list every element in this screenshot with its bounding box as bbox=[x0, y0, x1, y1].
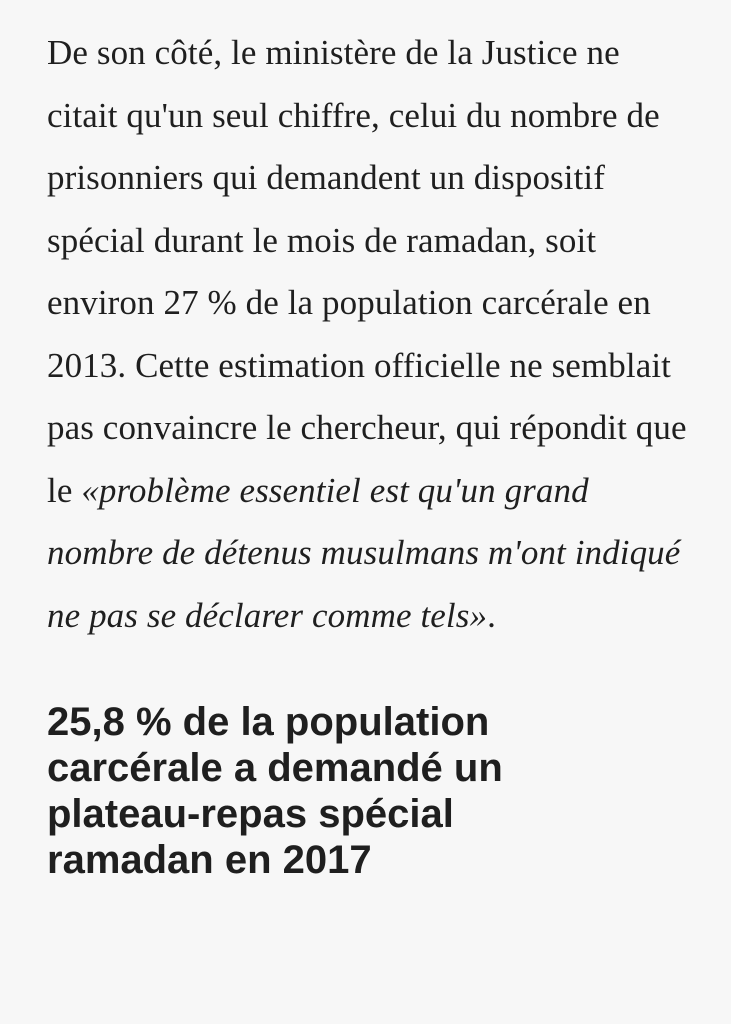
paragraph-end: . bbox=[487, 595, 496, 635]
paragraph-quote: «problème essentiel est qu'un grand nombre de détenus musulmans m'ont indiqué ne pas se déclarer comme tels» bbox=[47, 470, 681, 635]
paragraph-text: De son côté, le ministère de la Justice ne citait qu'un seul chiffre, celui du nombre de prisonniers qui demandent un dispositif spécial durant le mois de ramadan, soit environ 27 % de la population carcérale en 2013. Cette estimation officielle ne semblait pas convaincre le chercheur, qui répondit que le bbox=[47, 33, 687, 510]
section-subheading: 25,8 % de la population carcérale a demandé un plateau-repas spécial ramadan en 2017 bbox=[47, 700, 503, 882]
article-paragraph bbox=[47, 22, 697, 647]
article-content bbox=[47, 22, 697, 883]
